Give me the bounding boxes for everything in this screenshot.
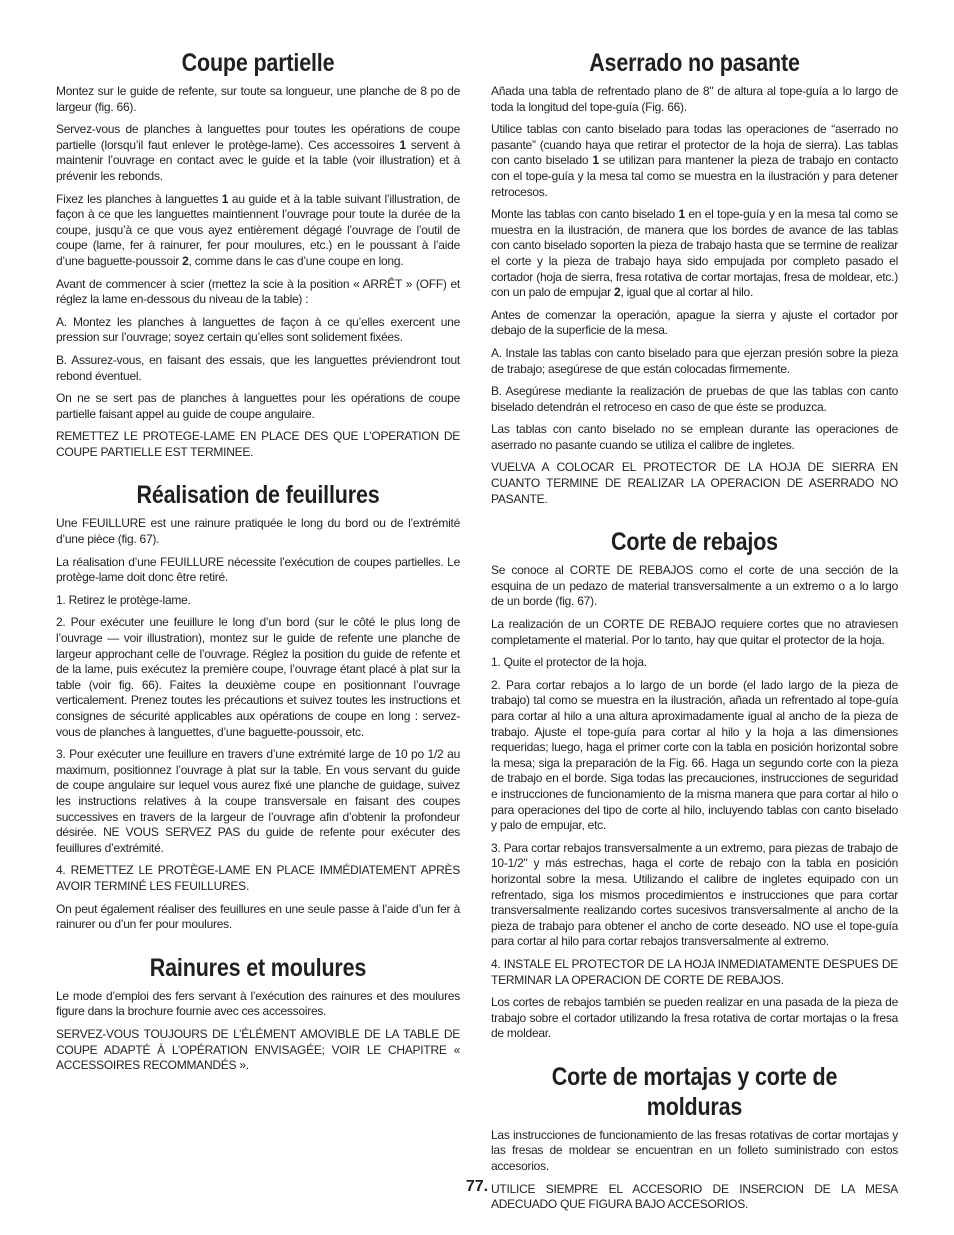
section-heading: Aserrado no pasante	[589, 49, 800, 77]
paragraph: Los cortes de rebajos también se pueden realizar en una pasada de la pieza de trabajo sobre el cortador utilizando la fresa rotativa de cortar mortajas o la fresa de moldear.	[491, 995, 898, 1041]
paragraph: Se conoce al CORTE DE REBAJOS como el corte de una sección de la esquina de un pedazo de material transversalmente a un extremo o a lo largo de un borde (fig. 67).	[491, 563, 898, 609]
paragraph: 3. Para cortar rebajos transversalmente a un extremo, para piezas de trabajo de 10-1/2" y más estrechas, haga el corte de rebajo con la tabla en posición horizontal sobre la mesa. Utilizando el calibre de ingletes equipado con un refrentado, siga los mismos procedimientos e instrucciones que para cortar transversalmente realizando cortes sucesivos transversalmente al ancho de la pieza de trabajo para obtener el ancho de corte deseado. NO use el tope-guía para cortar al hilo para cortar rebajos transversalmente al extremo.	[491, 840, 898, 949]
paragraph: A. Instale las tablas con canto biselado para que ejerzan presión sobre la pieza de trabajo; asegúrese de que están colocadas firmemente.	[491, 345, 898, 376]
paragraph: B. Asegúrese mediante la realización de pruebas de que las tablas con canto biselado detendrán el retroceso en caso de que éste se produzca.	[491, 384, 898, 414]
paragraph: SERVEZ-VOUS TOUJOURS DE L’ÉLÉMENT AMOVIBLE DE LA TABLE DE COUPE ADAPTÉ À L’OPÉRATION ENVISAGÉE; VOIR LE CHAPITRE « ACCESSOIRES RECOMMANDÉS ».	[56, 1026, 460, 1073]
paragraph: 4. REMETTEZ LE PROTÈGE-LAME EN PLACE IMMÉDIATEMENT APRÈS AVOIR TERMINÉ LES FEUILLURES.	[56, 863, 460, 893]
paragraph: Antes de comenzar la operación, apague la sierra y ajuste el cortador por debajo de la superficie de la mesa.	[491, 307, 898, 338]
paragraph: On ne se sert pas de planches à languettes pour les opérations de coupe partielle faisant appel au guide de coupe angulaire.	[56, 391, 460, 421]
paragraph: Añada una tabla de refrentado plano de 8" de altura al tope-guía a lo largo de toda la longitud del tope-guía (Fig. 66).	[491, 84, 898, 114]
paragraph: Monte las tablas con canto biselado 1 en el tope-guía y en la mesa tal como se muestra en la ilustración, de manera que los bordes de avance de las tablas con canto biselado soporten la pieza de trabajo hasta que se termine de realizar el corte y la pieza de trabajo haya sido empujada por completo pasado el cortador (hoja de sierra, fresa rotativa de cortar mortajas, fresa de moldear, etc.) con un palo de empujar 2, igual que al cortar al hilo.	[491, 207, 898, 300]
section-heading: Corte de mortajas y corte de molduras	[551, 1062, 838, 1121]
paragraph: REMETTEZ LE PROTEGE-LAME EN PLACE DES QUE L’OPERATION DE COUPE PARTIELLE EST TERMINEE.	[56, 429, 460, 459]
section-heading: Réalisation de feuillures	[136, 481, 380, 510]
paragraph: 4. INSTALE EL PROTECTOR DE LA HOJA INMEDIATAMENTE DESPUES DE TERMINAR LA OPERACION DE CORTE DE REBAJOS.	[491, 956, 898, 987]
paragraph: Las instrucciones de funcionamiento de las fresas rotativas de cortar mortajas y las fresas de moldear se encuentran en un folleto suministrado con estos accesorios.	[491, 1127, 898, 1174]
section-corte-de-rebajos	[491, 527, 898, 1042]
paragraph: Le mode d’emploi des fers servant à l’exécution des rainures et des moulures figure dans la brochure fournie avec ces accessoires.	[56, 988, 460, 1019]
paragraph: La réalisation d’une FEUILLURE nécessite l’exécution de coupes partielles. Le protège-lame doit donc être retiré.	[56, 554, 460, 585]
paragraph: 3. Pour exécuter une feuillure en travers d’une extrémité large de 10 po 1/2 au maximum, positionnez l’ouvrage à plat sur la table. En vous servant du guide de coupe angulaire sur lequel vous aurez fixé une planche de guidage, suivez les instructions relatives à la coupe transversale en faisant des coupes successives en travers de la largeur de l’ouvrage afin d’obtenir la profondeur désirée. NE VOUS SERVEZ PAS du guide de refente pour exécuter des feuillures d’extrémité.	[56, 747, 460, 855]
paragraph: 1. Quite el protector de la hoja.	[491, 655, 647, 670]
paragraph: B. Assurez-vous, en faisant des essais, que les languettes préviendront tout rebond éventuel.	[56, 352, 460, 383]
paragraph: VUELVA A COLOCAR EL PROTECTOR DE LA HOJA DE SIERRA EN CUANTO TERMINE DE REALIZAR LA OPERACION DE ASERRADO NO PASANTE.	[491, 460, 898, 506]
paragraph: Servez-vous de planches à languettes pour toutes les opérations de coupe partielle (lorsqu’il faut enlever le protège-lame). Ces accessoires 1 servent à maintenir l’ouvrage en contact avec le guide et la table (voir illustration) et à prévenir les rebonds.	[56, 122, 460, 183]
paragraph: 2. Para cortar rebajos a lo largo de un borde (el lado largo de la pieza de trabajo) tal como se muestra en la ilustración, añada un refrentado al tope-guía para cortar al hilo a una altura aproximadamente igual al ancho de la pieza de trabajo. Ajuste el tope-guía para cortar al hilo y la hoja a las dimensiones requeridas; luego, haga el primer corte con la tabla en posición horizontal sobre la mesa; siga la preparación de la Fig. 66. Haga un segundo corte con la pieza de trabajo en el borde. Siga todas las precauciones, instrucciones de seguridad e instrucciones de funcionamiento de la misma manera que para cortar al hilo o para operaciones del tipo de corte al hilo, incluyendo tablas con canto biselado y palo de empujar, etc.	[491, 677, 898, 833]
right-column	[491, 48, 898, 1233]
left-column	[56, 48, 460, 1094]
page-number: 77.	[465, 1178, 489, 1195]
paragraph: 2. Pour exécuter une feuillure le long d’un bord (sur le côté le plus long de l’ouvrage — voir illustration), montez sur le guide de refente une planche de largeur approchant celle de l’ouvrage. Réglez la position du guide de refente et de la lame, puis exécutez la première coupe, l’ouvrage étant placé à plat sur la table (voir fig. 66). Faites la deuxième coupe en positionnant l’ouvrage verticalement. Prenez toutes les précautions et suivez toutes les instructions et consignes de sécurité applicables aux opérations de coupe en long : servez-vous de planches à languettes, d’une baguette-poussoir, etc.	[56, 615, 460, 739]
paragraph: UTILICE SIEMPRE EL ACCESORIO DE INSERCION DE LA MESA ADECUADO QUE FIGURA BAJO ACCESORIOS.	[491, 1181, 898, 1212]
paragraph: Utilice tablas con canto biselado para todas las operaciones de “aserrado no pasante” (cuando haya que retirar el protector de la hoja de sierra). Las tablas con canto biselado 1 se utilizan para mantener la pieza de trabajo en contacto con el tope-guía y la mesa tal como se muestra en la ilustración y para detener retrocesos.	[491, 122, 899, 199]
section-heading: Corte de rebajos	[611, 528, 778, 557]
paragraph: Montez sur le guide de refente, sur toute sa longueur, une planche de 8 po de largeur (fig. 66).	[56, 84, 460, 114]
paragraph: On peut également réaliser des feuillures en une seule passe à l’aide d’un fer à rainurer ou d’un fer pour moulures.	[56, 901, 460, 932]
paragraph: Avant de commencer à scier (mettez la scie à la position « ARRÊT » (OFF) et réglez la lame en-dessous du niveau de la table) :	[56, 276, 460, 307]
section-aserrado-no-pasante	[491, 48, 898, 507]
paragraph: 1. Retirez le protège-lame.	[56, 592, 191, 607]
section-coupe-partielle	[56, 48, 460, 460]
paragraph: Une FEUILLURE est une rainure pratiquée le long du bord ou de l’extrémité d’une pièce (fig. 67).	[56, 516, 460, 547]
paragraph: Fixez les planches à languettes 1 au guide et à la table suivant l’illustration, de façon à ce que les languettes maintiennent l’ouvrage pour toute la durée de la coupe, jusqu’à ce que vous ayez entièrement dégagé l’ouvrage de l’outil de coupe (lame, fer à rainurer, fer pour moulures, etc.) en le poussant à l’aide d’une baguette-poussoir 2, comme dans le cas d’une coupe en long.	[56, 191, 460, 268]
paragraph: La realización de un CORTE DE REBAJO requiere cortes que no atraviesen completamente el material. Por lo tanto, hay que quitar el protector de la hoja.	[491, 617, 898, 647]
paragraph: Las tablas con canto biselado no se emplean durante las operaciones de aserrado no pasante cuando se utiliza el calibre de ingletes.	[491, 422, 898, 452]
section-heading: Rainures et moulures	[149, 953, 367, 982]
section-rainures-et-moulures	[56, 953, 460, 1074]
section-heading: Coupe partielle	[181, 49, 335, 77]
section-realisation-de-feuillures	[56, 480, 460, 932]
paragraph: A. Montez les planches à languettes de façon à ce qu’elles exercent une pression sur l’ouvrage; soyez certain qu’elles sont solidement fixées.	[56, 314, 460, 345]
